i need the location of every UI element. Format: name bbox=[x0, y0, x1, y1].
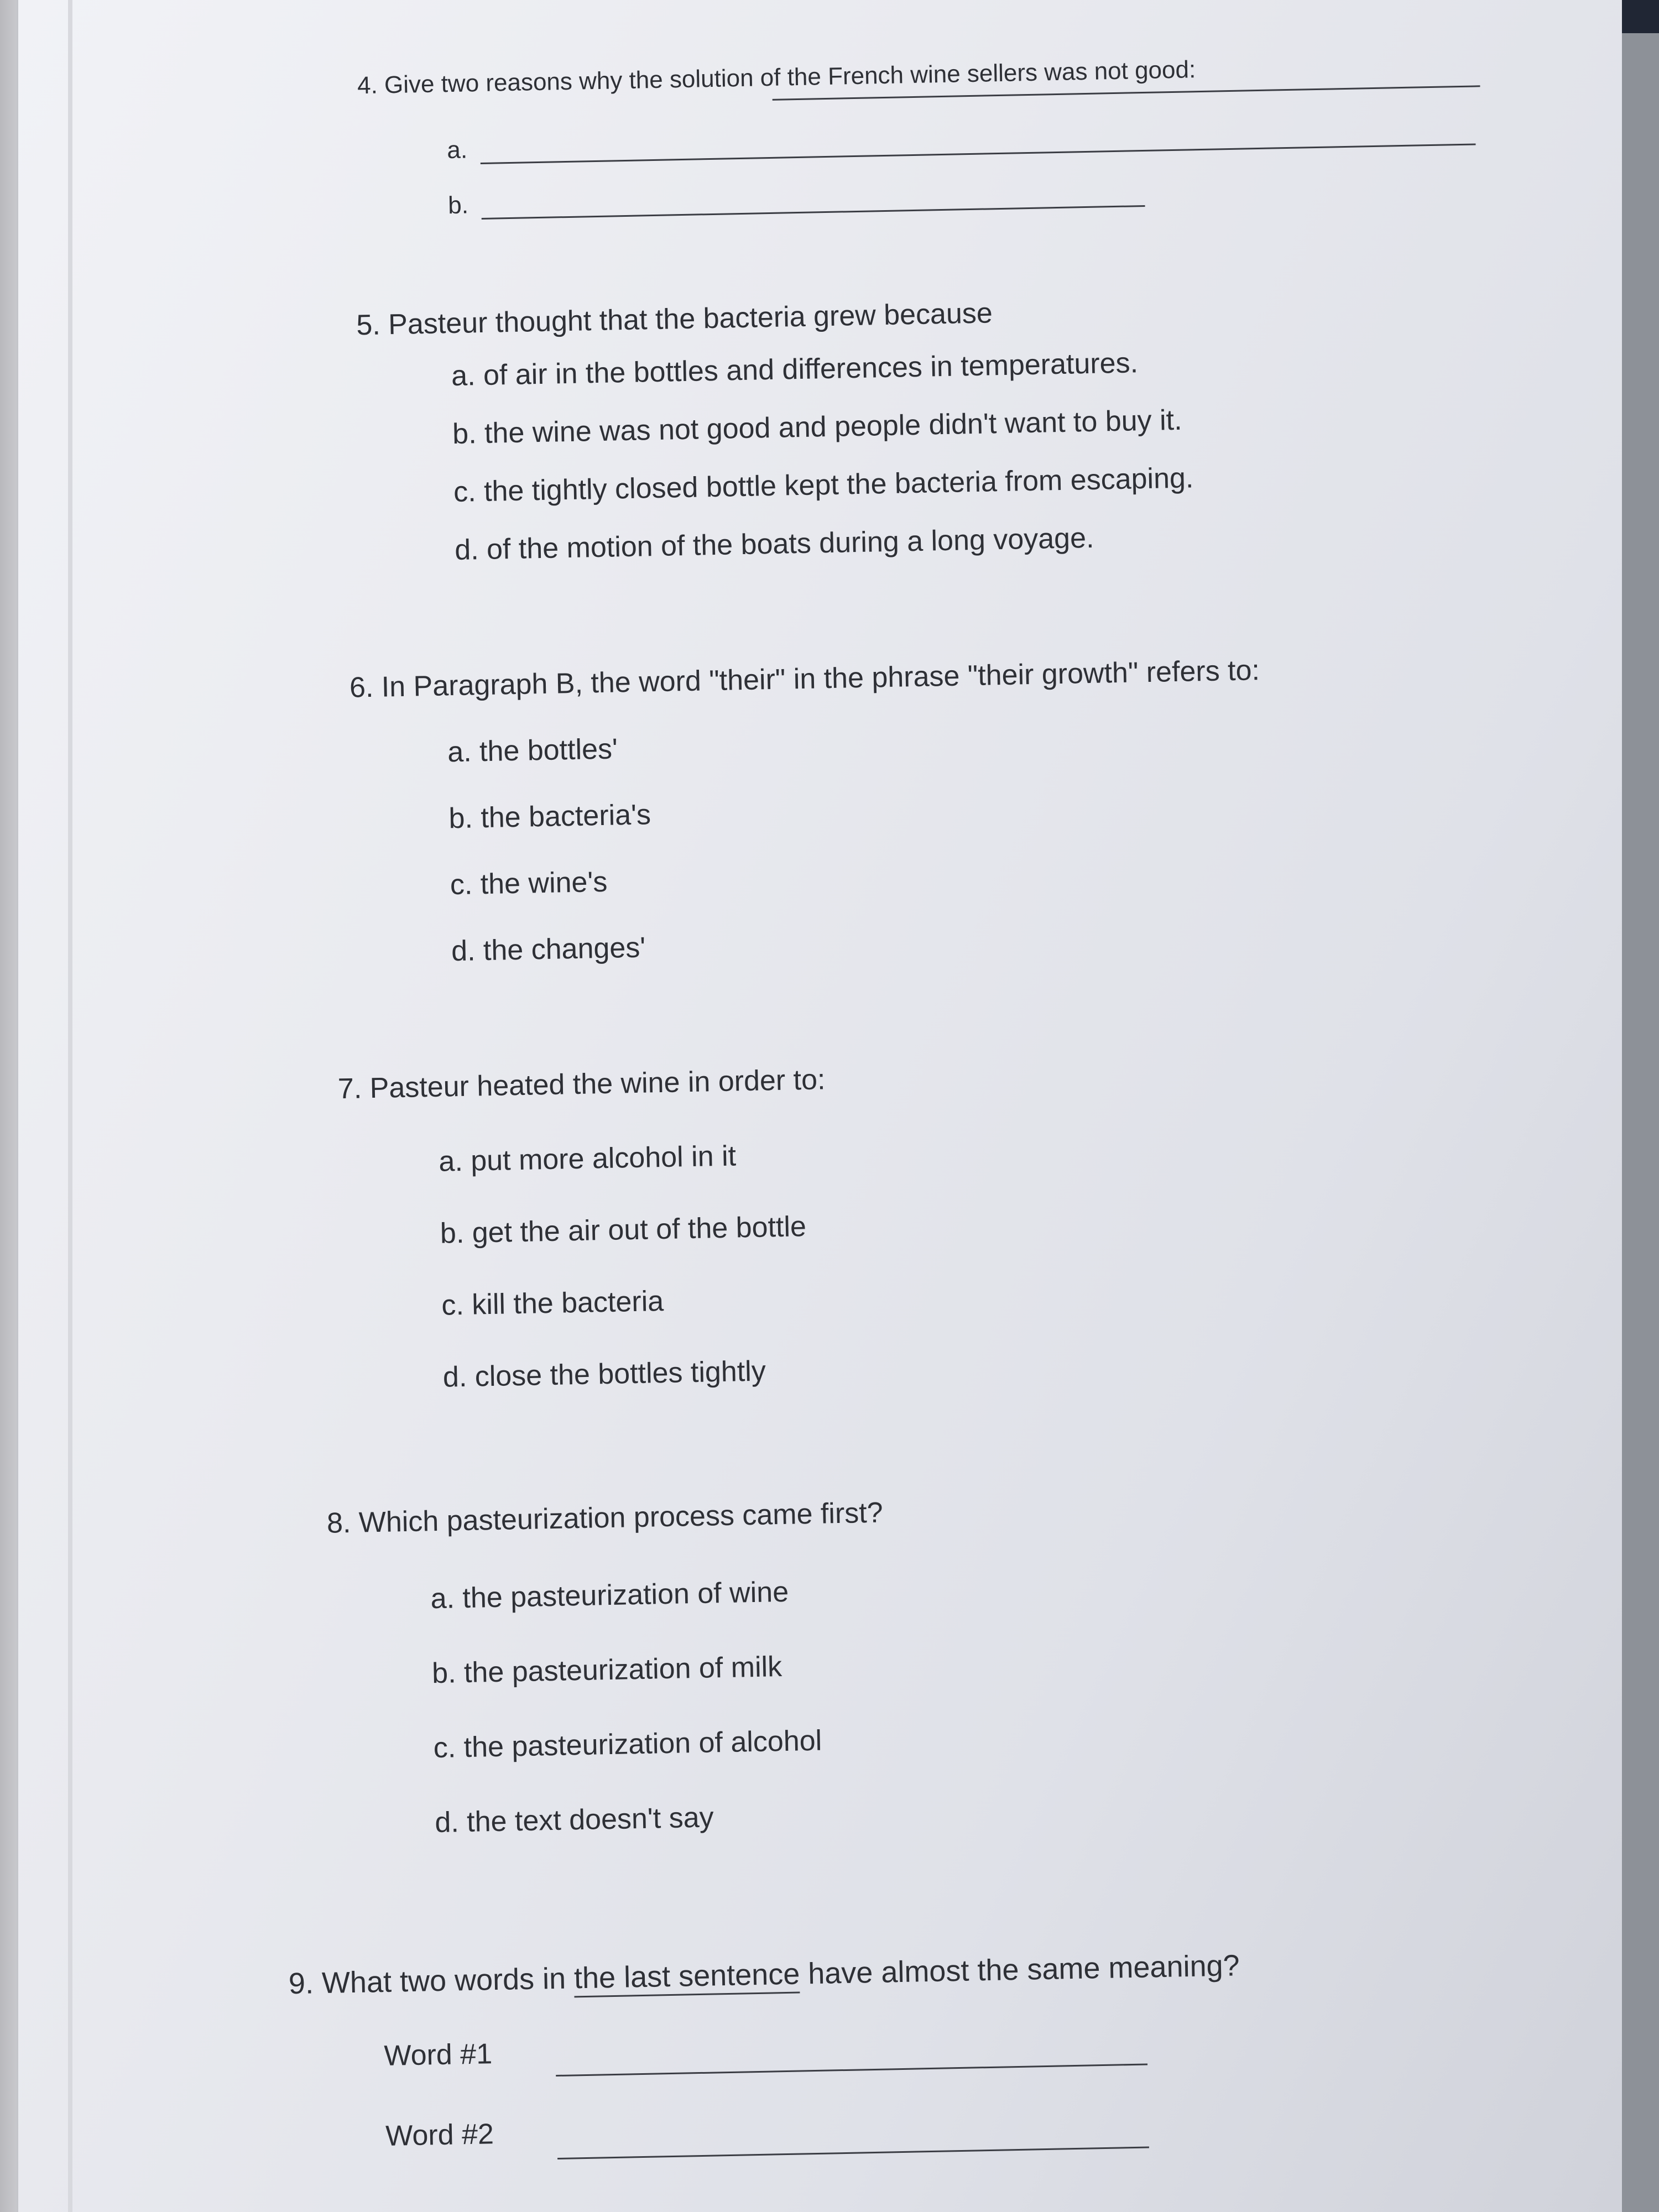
question-7-option-a[interactable]: a. put more alcohol in it bbox=[438, 1140, 737, 1178]
question-5-option-d[interactable]: d. of the motion of the boats during a long voyage. bbox=[454, 521, 1094, 567]
question-4-a-answer-line[interactable] bbox=[481, 143, 1476, 164]
question-6-option-a[interactable]: a. the bottles' bbox=[447, 733, 618, 769]
question-8-option-b[interactable]: b. the pasteurization of milk bbox=[431, 1651, 782, 1690]
question-8-option-a[interactable]: a. the pasteurization of wine bbox=[430, 1575, 789, 1615]
question-6-option-b[interactable]: b. the bacteria's bbox=[448, 799, 651, 835]
question-9-stem bbox=[288, 1948, 1240, 2001]
question-9-stem-prefix: 9. What two words in bbox=[288, 1961, 575, 2001]
question-5-option-c[interactable]: c. the tightly closed bottle kept the bacteria from escaping. bbox=[453, 462, 1194, 509]
question-7-option-b[interactable]: b. get the air out of the bottle bbox=[440, 1211, 807, 1250]
word-1-answer-line[interactable] bbox=[556, 2063, 1147, 2077]
worksheet-paper bbox=[17, 0, 1622, 2212]
question-9-underlined-phrase: the last sentence bbox=[573, 1958, 800, 1998]
question-5-stem: 5. Pasteur thought that the bacteria grew because bbox=[356, 297, 993, 342]
worksheet-page bbox=[18, 0, 1622, 2211]
question-4-a-label: a. bbox=[446, 136, 468, 164]
question-7-option-d[interactable]: d. close the bottles tightly bbox=[442, 1355, 766, 1394]
question-6-option-c[interactable]: c. the wine's bbox=[450, 865, 608, 901]
question-5-option-b[interactable]: b. the wine was not good and people didn't want to buy it. bbox=[452, 404, 1183, 451]
question-4-b-answer-line[interactable] bbox=[482, 205, 1145, 220]
question-7-stem: 7. Pasteur heated the wine in order to: bbox=[337, 1063, 826, 1105]
question-9-stem-suffix: have almost the same meaning? bbox=[799, 1949, 1240, 1991]
word-1-label: Word #1 bbox=[383, 2038, 493, 2072]
question-5-option-a[interactable]: a. of air in the bottles and differences in temperatures. bbox=[451, 347, 1139, 393]
question-7-option-c[interactable]: c. kill the bacteria bbox=[441, 1285, 664, 1322]
question-8-stem: 8. Which pasteurization process came first? bbox=[326, 1496, 884, 1540]
question-4-stem: 4. Give two reasons why the solution of the French wine sellers was not good: bbox=[357, 56, 1196, 100]
question-8-option-c[interactable]: c. the pasteurization of alcohol bbox=[433, 1724, 822, 1765]
question-4-b-label: b. bbox=[447, 191, 469, 220]
word-2-answer-line[interactable] bbox=[557, 2146, 1149, 2159]
word-2-label: Word #2 bbox=[385, 2118, 494, 2152]
question-8-option-d[interactable]: d. the text doesn't say bbox=[434, 1801, 714, 1839]
question-6-stem: 6. In Paragraph B, the word "their" in the phrase "their growth" refers to: bbox=[349, 654, 1260, 704]
question-6-option-d[interactable]: d. the changes' bbox=[451, 931, 646, 968]
